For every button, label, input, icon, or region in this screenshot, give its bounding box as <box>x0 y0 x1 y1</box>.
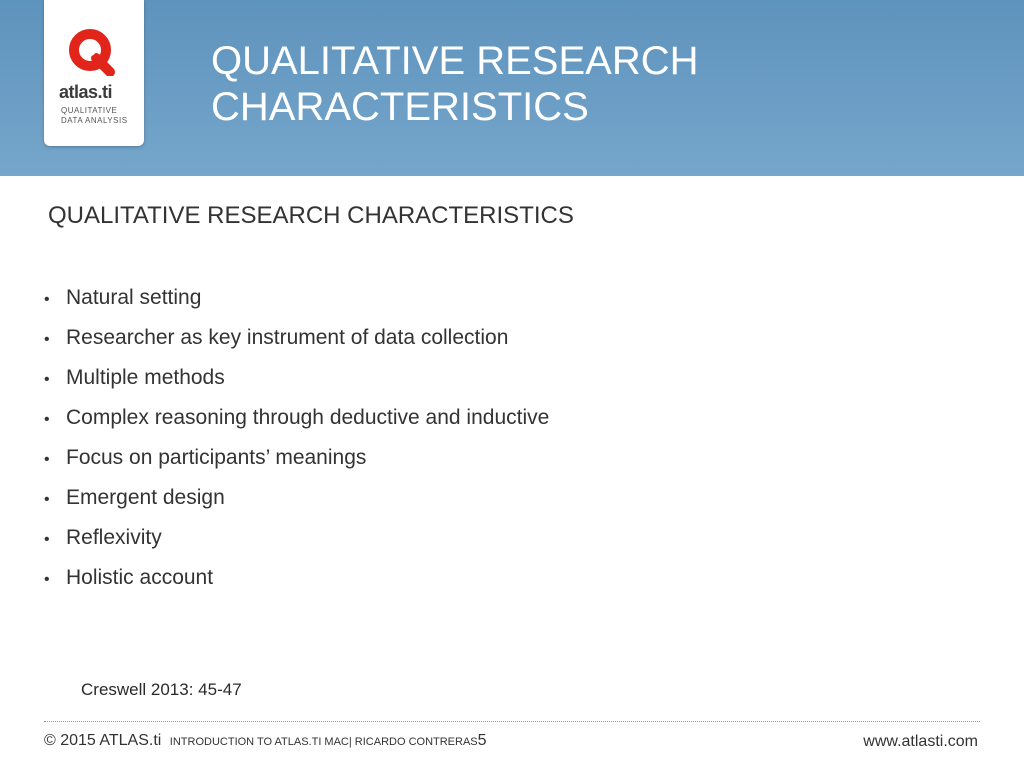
list-item <box>44 364 549 404</box>
slide-title-line-2: CHARACTERISTICS <box>211 85 589 129</box>
bullet-text: Focus on participants’ meanings <box>66 446 367 469</box>
list-item <box>44 324 549 364</box>
footer-divider <box>44 721 980 722</box>
bullet-text: Holistic account <box>66 566 214 589</box>
logo-tagline-line-2: DATA ANALYSIS <box>61 116 128 125</box>
logo <box>44 0 144 146</box>
page-number: 5 <box>477 732 487 749</box>
slide-title-line-1: QUALITATIVE RESEARCH <box>211 39 699 83</box>
header-banner <box>0 0 1024 176</box>
list-item <box>44 404 549 444</box>
list-item <box>44 284 549 324</box>
bullet-icon: • <box>44 491 50 508</box>
bullet-list <box>44 284 549 604</box>
bullet-icon: • <box>44 451 50 468</box>
bullet-text: Multiple methods <box>66 366 225 389</box>
list-item <box>44 484 549 524</box>
website-link[interactable]: www.atlasti.com <box>863 733 978 750</box>
list-item <box>44 524 549 564</box>
slide-title <box>211 38 699 130</box>
atlas-ti-logo-icon <box>66 26 116 76</box>
citation: Creswell 2013: 45-47 <box>81 680 242 699</box>
logo-tagline-line-1: QUALITATIVE <box>61 106 118 115</box>
course-title: INTRODUCTION TO ATLAS.TI MAC| RICARDO CONTRERAS <box>169 736 478 748</box>
bullet-icon: • <box>44 291 50 308</box>
list-item <box>44 444 549 484</box>
bullet-text: Emergent design <box>66 486 225 509</box>
bullet-icon: • <box>44 411 50 428</box>
bullet-icon: • <box>44 371 50 388</box>
bullet-text: Reflexivity <box>66 526 162 549</box>
bullet-text: Natural setting <box>66 286 202 309</box>
list-item <box>44 564 549 604</box>
logo-tagline <box>61 106 141 126</box>
bullet-icon: • <box>44 571 50 588</box>
copyright: © 2015 ATLAS.ti <box>44 732 162 749</box>
bullet-icon: • <box>44 331 50 348</box>
logo-brand: atlas.ti <box>59 82 113 102</box>
bullet-icon: • <box>44 531 50 548</box>
footer-left <box>44 732 487 750</box>
content-heading: QUALITATIVE RESEARCH CHARACTERISTICS <box>48 202 574 229</box>
bullet-text: Complex reasoning through deductive and inductive <box>66 406 550 429</box>
bullet-text: Researcher as key instrument of data collection <box>66 326 509 349</box>
